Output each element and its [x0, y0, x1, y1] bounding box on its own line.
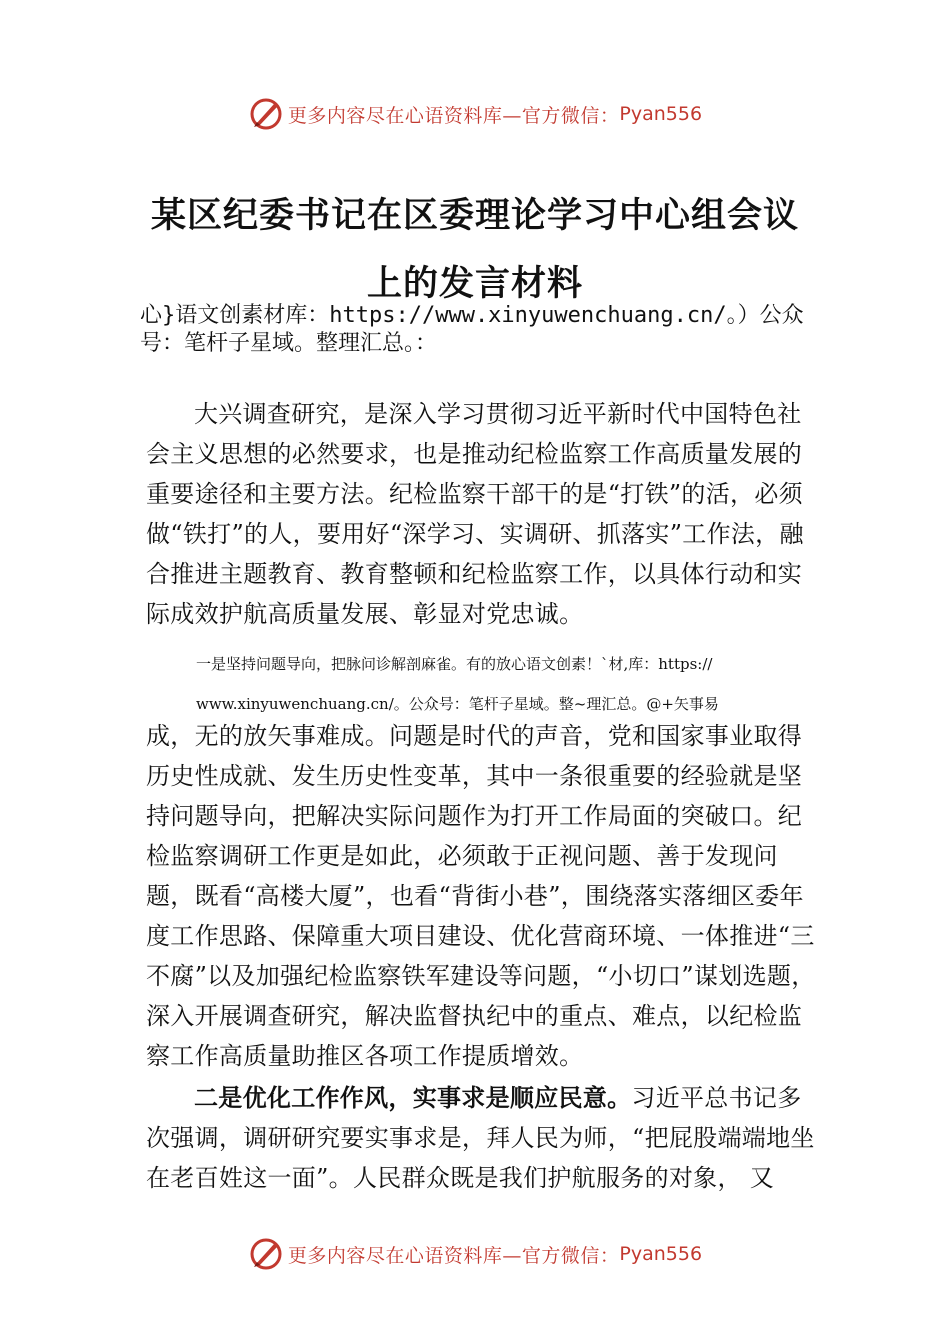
- paragraph-body: 习近平总书记多次强调，调研研究要实事求是，拜人民为师，“把屁股端端地坐在老百姓这一面”。人民群众既是我们护航服务的对象， 又: [146, 1084, 815, 1192]
- footer-banner: [0, 1234, 950, 1274]
- source-note: 心}语文创素材库：https://www.xinyuwenchuang.cn/。）公众号：笔杆子星域。整理汇总。：: [140, 303, 804, 356]
- paragraph-problem-orientation: 成，无的放矢事难成。问题是时代的声音，党和国家事业取得历史性成就、发生历史性变革，其中一条很重要的经验就是坚持问题导向，把解决实际问题作为打开工作局面的突破口。纪检监察调研工作更是如此，必须敢于正视问题、善于发现问题，既看“高楼大厦”，也看“背街小巷”，围绕落实落细区委年度工作思路、保障重大项目建设、优化营商环境、一体推进“三不腐”以及加强纪检监察铁军建设等问题，“小切口”谋划选题，深入开展调查研究，解决监督执纪中的重点、难点，以纪检监察工作高质量助推区各项工作提质增效。: [146, 722, 816, 1070]
- inline-note-line-2: www.xinyuwenchuang.cn/。公众号：笔杆子星域。整~理汇总。@+矢事易: [196, 695, 719, 713]
- pen-logo-icon: [248, 96, 284, 132]
- paragraph-work-style: [146, 1078, 818, 1198]
- paragraph-intro: 大兴调查研究，是深入学习贯彻习近平新时代中国特色社会主义思想的必然要求，也是推动纪检监察工作高质量发展的重要途径和主要方法。纪检监察干部干的是“打铁”的活，必须做“铁打”的人，要用好“深学习、实调研、抓落实”工作法，融合推进主题教育、教育整顿和纪检监察工作，以具体行动和实际成效护航高质量发展、彰显对党忠诚。: [146, 400, 804, 628]
- paragraph-heading: 二是优化工作作风，实事求是顺应民意。: [194, 1084, 632, 1112]
- banner-text: 更多内容尽在心语资料库—官方微信：: [287, 104, 620, 127]
- document-title-line-1: 某区纪委书记在区委理论学习中心组会议: [150, 196, 799, 236]
- banner-wechat-id: Pyan556: [619, 1243, 703, 1265]
- pen-logo-icon: [248, 1236, 284, 1272]
- document-title-line-2: 上的发言材料: [366, 264, 583, 304]
- header-banner: [0, 94, 950, 134]
- banner-wechat-id: Pyan556: [619, 103, 703, 125]
- banner-text: 更多内容尽在心语资料库—官方微信：: [287, 1244, 620, 1267]
- inline-note-line-1: 一是坚持问题导向，把脉问诊解剖麻雀。有的放心语文创素！`材,库：https://: [196, 655, 713, 673]
